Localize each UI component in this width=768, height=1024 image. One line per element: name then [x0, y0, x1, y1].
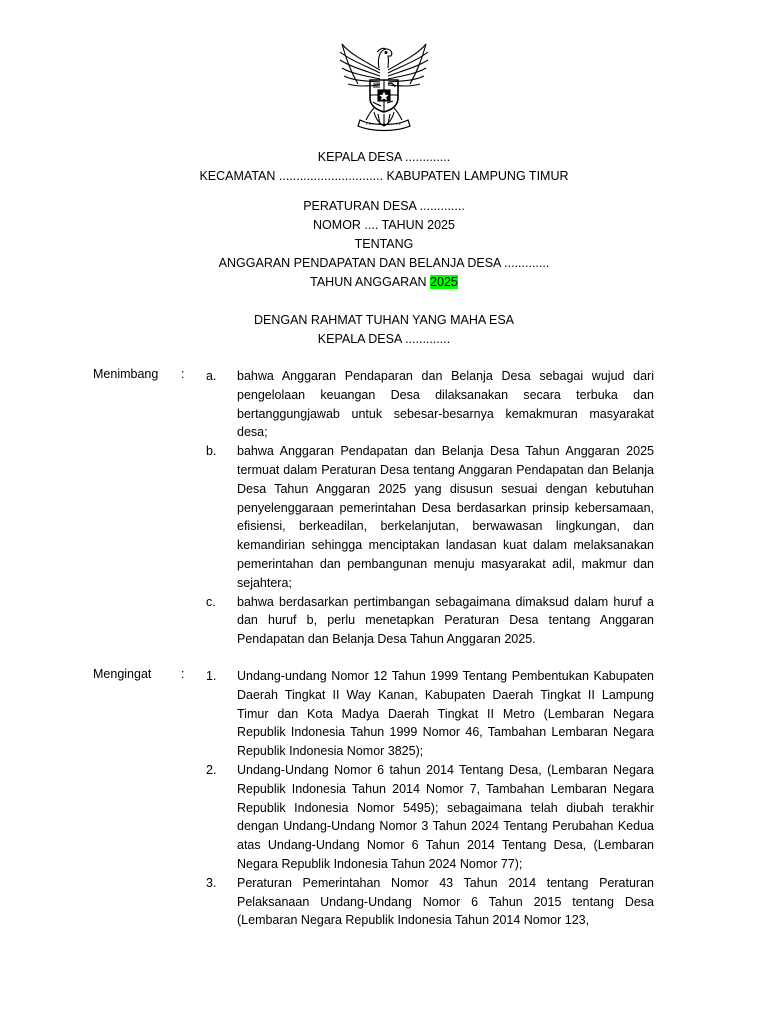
- menimbang-label: Menimbang: [93, 367, 159, 381]
- item-marker: 2.: [206, 762, 217, 777]
- list-item: [206, 442, 654, 592]
- item-text: Peraturan Pemerintahan Nomor 43 Tahun 2014 tentang Peraturan Pelaksanaan Undang-Undang Nomor 6 Tahun 2015 tentang Desa (Lembaran Negara Republik Indonesia Tahun 2014 Nomor 123,: [237, 875, 654, 928]
- header-line-1: KEPALA DESA .............: [317, 150, 451, 164]
- item-marker: a.: [206, 369, 217, 383]
- item-text: Undang-undang Nomor 12 Tahun 1999 Tentang Pembentukan Kabupaten Daerah Tingkat II Way Kanan, Kabupaten Daerah Tingkat II Lampung Timur dan Kota Madya Daerah Tingkat II Metro (Lembaran Negara Republik Indonesia Tahun 1999 Nomor 46, Tambahan Lembaran Negara Republik Indonesia Nomor 3825);: [237, 669, 654, 759]
- menimbang-list: [206, 367, 654, 649]
- title-line-2: NOMOR .... TAHUN 2025: [313, 218, 455, 232]
- opening-line-1: DENGAN RAHMAT TUHAN YANG MAHA ESA: [253, 313, 514, 327]
- title-line-1: PERATURAN DESA .............: [303, 199, 465, 213]
- item-text: bahwa berdasarkan pertimbangan sebagaimana dimaksud dalam huruf a dan huruf b, perlu menetapkan Peraturan Desa tentang Anggaran Pendapatan dan Belanja Desa Tahun Anggaran 2025.: [237, 594, 654, 647]
- list-item: [206, 367, 654, 442]
- menimbang-colon: :: [181, 367, 185, 381]
- header-line-2: KECAMATAN .............................. KABUPATEN LAMPUNG TIMUR: [199, 169, 569, 183]
- list-item: [206, 874, 654, 930]
- title-line-5: [0, 273, 768, 292]
- item-marker: 3.: [206, 875, 217, 890]
- item-text: bahwa Anggaran Pendaparan dan Belanja Desa sebagai wujud dari pengelolaan keuangan Desa dilaksanakan secara terbuka dan bertanggungjawab untuk sebesar-besarnya kemakmuran masyarakat desa;: [237, 369, 654, 440]
- title-line-5-prefix: TAHUN ANGGARAN: [310, 275, 431, 289]
- item-marker: c.: [206, 594, 216, 609]
- title-line-3: TENTANG: [354, 237, 414, 251]
- mengingat-colon: :: [181, 667, 185, 681]
- mengingat-label: Mengingat: [93, 667, 152, 681]
- item-text: Undang-Undang Nomor 6 tahun 2014 Tentang Desa, (Lembaran Negara Republik Indonesia Tahun 2014 Nomor 7, Tambahan Lembaran Negara Republik Indonesia Nomor 5495); sebagaimana telah diubah terakhir dengan Undang-Undang Nomor 3 Tahun 2024 Tentang Perubahan Kedua atas Undang-Undang Nomor 6 Tahun 2014 Tentang Desa, (Lembaran Negara Republik Indonesia Tahun 2024 Nomor 77);: [237, 762, 654, 871]
- opening-line-2: KEPALA DESA .............: [317, 332, 451, 346]
- mengingat-list: [206, 667, 654, 930]
- item-marker: 1.: [206, 669, 217, 683]
- title-line-4: ANGGARAN PENDAPATAN DAN BELANJA DESA .............: [218, 256, 550, 270]
- list-item: [206, 593, 654, 649]
- highlighted-year: 2025: [430, 275, 458, 289]
- item-marker: b.: [206, 444, 217, 459]
- list-item: [206, 761, 654, 874]
- item-text: bahwa Anggaran Pendapatan dan Belanja Desa Tahun Anggaran 2025 termuat dalam Peraturan Desa tentang Anggaran Pendapatan dan Belanja Desa Tahun Anggaran 2025 yang disusun sesuai dengan kebutuhan penyelenggaraan pemerintahan Desa berdasarkan prinsip kebersamaan, efisiensi, berkeadilan, berkelanjutan, berwawasan lingkungan, dan kemandirian sehingga menciptakan landasan kuat dalam melaksanakan pemerintahan dan pembangunan menuju masyarakat adil, makmur dan sejahtera;: [237, 444, 654, 590]
- garuda-emblem-icon: [336, 40, 432, 132]
- list-item: [206, 667, 654, 761]
